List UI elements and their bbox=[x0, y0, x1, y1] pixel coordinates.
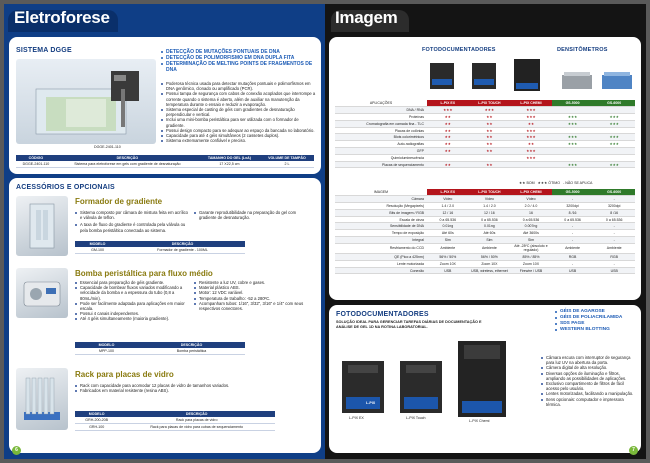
applications-header-row bbox=[335, 100, 635, 107]
fotodoc-description: SOLUÇÃO IDEAL PARA GERENCIAR TAREFAS DIÁRIAS DE DOCUMENTAÇÃO E ANÁLISE DE GEL 1D NA ROTINA LABORATORIAL. bbox=[336, 320, 482, 329]
table-cell: Até 60s bbox=[469, 230, 511, 237]
table-cell: USB bbox=[427, 267, 469, 274]
table-row bbox=[335, 237, 635, 244]
product-header: L-PIX TOUCH bbox=[469, 189, 511, 196]
table-header: MODELO bbox=[75, 411, 118, 417]
dgge-highlights bbox=[161, 49, 316, 73]
feature-item: Sistema especial de casting de géis com gradientes de desnaturação perpendicular e vertical. bbox=[161, 107, 316, 117]
highlight-item: DETERMINAÇÃO DE MELTING POINTS DE FRAGMENTOS DE DNA bbox=[161, 61, 316, 73]
table-cell: ★★ bbox=[469, 127, 511, 134]
feature-item: Inclui uma mini-bomba peristáltica para ser utilizada com o formador de gradiente. bbox=[161, 117, 316, 127]
dgge-panel bbox=[9, 37, 321, 174]
table-cell bbox=[510, 161, 552, 168]
table-header: DESCRIÇÃO bbox=[138, 342, 245, 348]
table-row bbox=[335, 196, 635, 203]
product-header: L-PIX EX bbox=[427, 100, 469, 107]
feature-item: Poderosa técnica usada para detectar mutações pontuais e polimorfismos em DNA genômico, clonado ou amplificado (PCR). bbox=[161, 81, 316, 91]
table-cell: 85% / 85% bbox=[510, 254, 552, 261]
application-label: DNA / RNA bbox=[335, 107, 427, 114]
table-cell: Rack para placas de vidro para cubas de sequenciamento bbox=[118, 424, 275, 431]
fotodoc-heading: FOTODOCUMENTADORES bbox=[336, 311, 429, 318]
gs6000-image bbox=[602, 72, 632, 89]
feature-item: Câmera digital de alta resolução. bbox=[541, 365, 637, 370]
table-row bbox=[75, 424, 275, 431]
app-item: GÉIS DE POLIACRILAMIDA bbox=[555, 315, 639, 321]
table-header: DESCRIÇÃO bbox=[118, 411, 275, 417]
feature-item: Possui tampa de segurança com cabos de conexão acoplados que interrompe a corrente quando o sistema é aberto, além de auxiliar na manutenção da temperatura durante o ensaio e reduzir a evaporação. bbox=[161, 91, 316, 107]
table-cell: Rack para placas de vidro bbox=[118, 417, 275, 424]
table-cell bbox=[552, 107, 594, 114]
table-cell: 16 bbox=[510, 209, 552, 216]
bomba-title: Bomba peristáltica para fluxo médio bbox=[75, 269, 213, 278]
product-header: L-PIX TOUCH bbox=[469, 100, 511, 107]
table-header: CÓDIGO bbox=[16, 155, 56, 161]
table-cell bbox=[552, 148, 594, 155]
lpix-chemi-photo bbox=[458, 341, 506, 417]
app-item: WESTERN BLOTTING bbox=[555, 327, 639, 333]
table-header: VOLUME DE TAMPÃO bbox=[260, 155, 314, 161]
table-cell: ★★★ bbox=[469, 107, 511, 114]
table-cell: ★★ bbox=[469, 141, 511, 148]
table-cell: 0 a 65.536 bbox=[427, 216, 469, 223]
table-cell: Ambiente bbox=[469, 243, 511, 253]
table-cell: 0 a 65.536 bbox=[469, 216, 511, 223]
table-cell: ★★ bbox=[510, 120, 552, 127]
bullet-item: Fabricados em material resistente (resina ABS). bbox=[75, 388, 295, 393]
bomba-bullets-b bbox=[194, 280, 314, 311]
gs5000-image bbox=[562, 72, 592, 89]
table-row bbox=[335, 148, 635, 155]
lpix-chemi-image bbox=[514, 59, 540, 91]
table-row bbox=[335, 203, 635, 210]
dgge-table bbox=[16, 155, 314, 168]
bullet-item: Capacidade de bombear fluxos variados modificando a velocidade da bomba e a espessura do tubo (0,8 a 80mL/min). bbox=[75, 285, 190, 301]
table-row bbox=[335, 267, 635, 274]
table-row bbox=[16, 161, 314, 168]
page-number-left: 6 bbox=[12, 446, 21, 455]
table-cell: 2 L bbox=[260, 161, 314, 168]
table-header: TAMANHO DO GEL (LxA) bbox=[199, 155, 260, 161]
bullet-item: Sistema composto por câmara de mistura feita em acrílico e válvula de teflon. bbox=[75, 210, 190, 220]
table-row bbox=[335, 107, 635, 114]
table-cell: USB, wireless, ethernet bbox=[469, 267, 511, 274]
legend-good: ★★ BOM bbox=[519, 181, 535, 185]
spec-label: Escala de cinza bbox=[335, 216, 427, 223]
spec-label: QE (Pico:a 425nm) bbox=[335, 254, 427, 261]
applications-body bbox=[335, 107, 635, 168]
bullet-item: A taxa de fluxo do gradiente é controlada pela válvula ou pela bomba peristáltica conectada ao sistema. bbox=[75, 222, 190, 232]
table-cell: - bbox=[552, 260, 594, 267]
fotodoc-panel bbox=[329, 305, 641, 453]
table-cell: ★★★ bbox=[593, 114, 635, 121]
table-row bbox=[335, 223, 635, 230]
spec-label: Câmara bbox=[335, 196, 427, 203]
table-cell: ★★★ bbox=[427, 107, 469, 114]
table-cell: GRH-200-20B bbox=[75, 417, 118, 424]
table-cell: ★★ bbox=[427, 141, 469, 148]
photo-caption: L-PIX Touch bbox=[406, 416, 426, 420]
table-cell: - bbox=[593, 230, 635, 237]
feature-item: Lentes motorizadas, facilitando a manipulação. bbox=[541, 391, 637, 396]
formador-table bbox=[75, 241, 245, 254]
rating-legend bbox=[519, 181, 592, 186]
table-cell bbox=[593, 107, 635, 114]
table-cell: 0.007ng bbox=[510, 223, 552, 230]
table-cell: ★★ bbox=[510, 141, 552, 148]
table-cell: Ambiente bbox=[427, 243, 469, 253]
app-item: SDS PAGE bbox=[555, 321, 639, 327]
table-cell: ★★★ bbox=[510, 127, 552, 134]
table-cell: 2.0 / 4.0 bbox=[510, 203, 552, 210]
table-cell: ★★★ bbox=[510, 107, 552, 114]
spec-label: Sensibilidade de DNA bbox=[335, 223, 427, 230]
dgge-features bbox=[161, 81, 316, 143]
table-cell: Firewire / USB bbox=[510, 267, 552, 274]
left-page bbox=[4, 4, 325, 459]
dgge-apparatus-image bbox=[16, 59, 156, 144]
spec-label: Conexão bbox=[335, 267, 427, 274]
table-cell: 12 / 16 bbox=[469, 209, 511, 216]
fotodoc-features bbox=[541, 355, 637, 407]
lpix-touch-photo bbox=[400, 361, 442, 413]
spec-label: Lente motorizada bbox=[335, 260, 427, 267]
applications-label: APLICAÇÕES bbox=[335, 100, 427, 107]
table-cell: ★★★ bbox=[552, 134, 594, 141]
table-header: DESCRIÇÃO bbox=[56, 155, 199, 161]
application-label: Blots colorimétricos bbox=[335, 134, 427, 141]
bullet-item: Até 4 géis simultaneamente (maioria gradiente). bbox=[75, 316, 190, 321]
table-cell: Ambiente bbox=[552, 243, 594, 253]
table-row bbox=[335, 243, 635, 253]
table-cell: ★★★ bbox=[552, 114, 594, 121]
legend-na: - NÃO SE APLICA bbox=[563, 181, 593, 185]
spec-label: Integral bbox=[335, 237, 427, 244]
bullet-item: Motor: 12 VDC variável. bbox=[194, 290, 314, 295]
table-cell: USB bbox=[552, 267, 594, 274]
specs-table bbox=[335, 189, 635, 274]
application-label: Quimioluminescência bbox=[335, 154, 427, 161]
bullet-item: Material plástico ABS. bbox=[194, 285, 314, 290]
applications-table bbox=[335, 100, 635, 168]
table-cell: 56% / 50% bbox=[469, 254, 511, 261]
table-row bbox=[335, 254, 635, 261]
table-cell: MPP-100 bbox=[75, 348, 138, 355]
table-cell: 12 / 16 bbox=[427, 209, 469, 216]
product-header: GS-6000 bbox=[593, 189, 635, 196]
table-cell: ★★ bbox=[427, 120, 469, 127]
table-cell: ★★ bbox=[427, 114, 469, 121]
rack-table bbox=[75, 411, 275, 431]
acessorios-panel bbox=[9, 178, 321, 453]
table-cell: ★★ bbox=[427, 161, 469, 168]
product-header: L-PIX CHEMI bbox=[510, 189, 552, 196]
acessorios-heading: ACESSÓRIOS E OPCIONAIS bbox=[16, 184, 115, 191]
table-cell: Sistema para eletroforese em gels com gradiente de desnaturação bbox=[56, 161, 199, 168]
bomba-photo bbox=[16, 268, 68, 318]
peristaltic-pump-image bbox=[16, 268, 68, 318]
dgge-photo-caption: DGGE-2401-110 bbox=[94, 145, 121, 149]
spec-label: Bits de imagem / RGB bbox=[335, 209, 427, 216]
table-cell: 0 a 65.536 bbox=[552, 216, 594, 223]
fotodoc-photos bbox=[334, 339, 534, 439]
table-cell: Sim bbox=[469, 237, 511, 244]
table-cell: 8 /16 bbox=[552, 209, 594, 216]
product-photos bbox=[422, 57, 637, 97]
table-row bbox=[75, 348, 245, 355]
table-header: MODELO bbox=[75, 241, 120, 247]
table-cell: ★★★ bbox=[593, 120, 635, 127]
product-images bbox=[422, 57, 637, 97]
bullet-item: Garante reprodutibilidade na preparação do gel com gradiente de desnaturação. bbox=[194, 210, 314, 220]
rack-title: Rack para placas de vidro bbox=[75, 370, 174, 379]
table-cell: ★★★ bbox=[552, 141, 594, 148]
table-cell: Até 3600s bbox=[510, 230, 552, 237]
table-cell bbox=[552, 127, 594, 134]
table-cell bbox=[427, 154, 469, 161]
spec-label: Resolução (Megapixels) bbox=[335, 203, 427, 210]
table-cell: ★★★ bbox=[552, 161, 594, 168]
highlight-item: DETECÇÃO DE MUTAÇÕES PONTUAIS DE DNA bbox=[161, 49, 316, 55]
table-cell: Vídeo bbox=[427, 196, 469, 203]
bullet-item: Essencial para preparação de géis gradiente. bbox=[75, 280, 190, 285]
table-row bbox=[335, 230, 635, 237]
table-row bbox=[335, 127, 635, 134]
table-row bbox=[335, 154, 635, 161]
table-cell: ★★★ bbox=[593, 141, 635, 148]
table-cell: Vídeo bbox=[510, 196, 552, 203]
table-cell: 0 a 65.536 bbox=[593, 216, 635, 223]
feature-item: Possui design compacto para se adequar ao espaço da bancada no laboratório. bbox=[161, 128, 316, 133]
table-cell bbox=[469, 154, 511, 161]
table-header: DESCRIÇÃO bbox=[120, 241, 245, 247]
application-label: Auto-radiografias bbox=[335, 141, 427, 148]
bullet-item: Rack com capacidade para acomodar 12 placas de vidro de tamanhos variados. bbox=[75, 383, 295, 388]
table-cell: 1.4 / 2.0 bbox=[469, 203, 511, 210]
table-cell: 1.4 / 2.0 bbox=[427, 203, 469, 210]
fotodoc-label: FOTODOCUMENTADORES bbox=[422, 47, 496, 53]
photo-caption: L-PIX EX bbox=[349, 416, 364, 420]
glass-plate-rack-image bbox=[16, 368, 68, 430]
table-cell: ★★★ bbox=[593, 161, 635, 168]
densitometros-label: DENSITÔMETROS bbox=[557, 47, 608, 53]
product-header: GS-5000 bbox=[552, 189, 594, 196]
table-cell: Zoom 10X bbox=[510, 260, 552, 267]
table-cell: ★★★ bbox=[510, 134, 552, 141]
bomba-bullets-a bbox=[75, 280, 190, 322]
table-cell: 0.01ng bbox=[427, 223, 469, 230]
bomba-table bbox=[75, 342, 245, 355]
table-cell: Vídeo bbox=[469, 196, 511, 203]
application-label: Placas de colônias bbox=[335, 127, 427, 134]
application-label: Cromatografia em camada fina - TLC bbox=[335, 120, 427, 127]
specs-header-row bbox=[335, 189, 635, 196]
table-cell: GRH-100 bbox=[75, 424, 118, 431]
table-cell: Sim bbox=[510, 237, 552, 244]
table-cell: ★★ bbox=[469, 114, 511, 121]
table-cell: - bbox=[552, 230, 594, 237]
formador-photo bbox=[16, 196, 68, 256]
table-cell bbox=[593, 127, 635, 134]
table-row bbox=[335, 114, 635, 121]
table-cell: ★★ bbox=[427, 148, 469, 155]
table-cell: - bbox=[552, 237, 594, 244]
dgge-photo bbox=[16, 59, 156, 144]
feature-item: Exclusivo compartimento de filtros de fácil acesso pelo usuário. bbox=[541, 381, 637, 391]
table-cell: 3200dpi bbox=[552, 203, 594, 210]
table-cell bbox=[552, 154, 594, 161]
bullet-item: Acompanham tubos: 1/16", 3/32", 3/16" e 1/4" com seus respectivos conectores. bbox=[194, 301, 314, 311]
highlight-item: DETECÇÃO DE POLIMORFISMO EM DNA DUPLA FITA bbox=[161, 55, 316, 61]
table-cell: 0 a 65.536 bbox=[510, 216, 552, 223]
right-page bbox=[325, 4, 646, 459]
table-cell: RGB bbox=[552, 254, 594, 261]
dgge-heading: SISTEMA DGGE bbox=[16, 47, 72, 54]
table-cell: ★★★ bbox=[510, 114, 552, 121]
table-cell: ★★ bbox=[469, 134, 511, 141]
feature-item: Câmara escura com interruptor de segurança para luz UV na abertura da porta. bbox=[541, 355, 637, 365]
imagem-label: IMAGEM bbox=[335, 189, 427, 196]
table-cell: 8 /16 bbox=[593, 209, 635, 216]
table-row bbox=[335, 209, 635, 216]
formador-bullets-b bbox=[194, 210, 314, 220]
table-cell: - bbox=[593, 260, 635, 267]
product-header: GS-5000 bbox=[552, 100, 594, 107]
table-row bbox=[335, 120, 635, 127]
table-cell: - bbox=[593, 223, 635, 230]
application-label: GFP bbox=[335, 148, 427, 155]
formador-title: Formador de gradiente bbox=[75, 197, 163, 206]
rack-bullets bbox=[75, 383, 295, 393]
bullet-item: Temperatura de trabalho: -52 a 280ºC. bbox=[194, 296, 314, 301]
table-cell: ★★ bbox=[427, 134, 469, 141]
table-cell: ★★ bbox=[469, 161, 511, 168]
table-cell: Até -28ºC (absoluto e regulado) bbox=[510, 243, 552, 253]
table-cell: ★★★ bbox=[510, 148, 552, 155]
right-header bbox=[325, 4, 646, 32]
application-label: Placas de sequenciamento bbox=[335, 161, 427, 168]
bullet-item: Resistente a luz UV, cobre e gases. bbox=[194, 280, 314, 285]
table-cell: 0.01ng bbox=[469, 223, 511, 230]
table-cell: DGGE-2401-110 bbox=[16, 161, 56, 168]
fotodoc-apps-list bbox=[555, 309, 639, 333]
page-title-imagem: Imagem bbox=[335, 8, 398, 27]
specs-body bbox=[335, 196, 635, 274]
photo-caption: L-PIX Chemi bbox=[469, 419, 490, 423]
table-row bbox=[335, 260, 635, 267]
table-cell: 17 X22,5 cm bbox=[199, 161, 260, 168]
bullet-item: Pode ser facilmente adaptada para aplicações em maior escala. bbox=[75, 301, 190, 311]
product-header: L-PIX EX bbox=[427, 189, 469, 196]
table-cell: ★★ bbox=[469, 120, 511, 127]
feature-item: Capacidade para até 4 géis simultâneos (2 cassetes duplos). bbox=[161, 133, 316, 138]
table-cell: Bomba peristáltica bbox=[138, 348, 245, 355]
table-row bbox=[335, 161, 635, 168]
table-cell: 3200dpi bbox=[593, 203, 635, 210]
table-cell: - bbox=[552, 196, 594, 203]
table-cell: Sim bbox=[427, 237, 469, 244]
formador-bullets-a bbox=[75, 210, 190, 233]
app-item: GÉIS DE AGAROSE bbox=[555, 309, 639, 315]
spec-label: Resfriamento do CCD bbox=[335, 243, 427, 253]
table-header: MODELO bbox=[75, 342, 138, 348]
table-row bbox=[335, 134, 635, 141]
table-cell: 56% / 50% bbox=[427, 254, 469, 261]
product-header: GS-6000 bbox=[593, 100, 635, 107]
legend-great: ★★★ ÓTIMO bbox=[537, 181, 561, 185]
brand-logo: L-PIX bbox=[366, 401, 376, 405]
lpix-ex-photo bbox=[342, 361, 384, 413]
lpix-touch-image bbox=[472, 63, 496, 89]
feature-item: Itens opcionais: computador e impressora térmica. bbox=[541, 397, 637, 407]
page-title-eletroforese: Eletroforese bbox=[14, 8, 110, 27]
table-cell: GM-100 bbox=[75, 247, 120, 254]
table-cell: Zoom 10X bbox=[469, 260, 511, 267]
bullet-item: Possui 4 canais independentes. bbox=[75, 311, 190, 316]
feature-item: Sistema extremamente confiável e preciso. bbox=[161, 138, 316, 143]
table-cell: Até 60s bbox=[427, 230, 469, 237]
table-cell: ★★★ bbox=[510, 154, 552, 161]
table-cell bbox=[593, 154, 635, 161]
table-cell: ★★ bbox=[427, 127, 469, 134]
gradient-former-image bbox=[16, 196, 68, 256]
table-cell: ★★★ bbox=[593, 134, 635, 141]
table-row bbox=[75, 247, 245, 254]
rack-photo bbox=[16, 368, 68, 430]
table-cell: Ambiente bbox=[593, 243, 635, 253]
product-header: L-PIX CHEMI bbox=[510, 100, 552, 107]
application-label: Proteínas bbox=[335, 114, 427, 121]
table-row bbox=[335, 141, 635, 148]
table-cell bbox=[593, 148, 635, 155]
table-cell: Formador de gradiente - 100ML bbox=[120, 247, 245, 254]
table-cell: - bbox=[552, 223, 594, 230]
table-cell: USB bbox=[593, 267, 635, 274]
page-number-right: 7 bbox=[629, 446, 638, 455]
table-cell: ★★★ bbox=[552, 120, 594, 127]
table-cell: - bbox=[593, 196, 635, 203]
table-cell: Zoom 10X bbox=[427, 260, 469, 267]
table-cell: RGB bbox=[593, 254, 635, 261]
left-header bbox=[4, 4, 325, 32]
table-cell: ★★ bbox=[469, 148, 511, 155]
table-row bbox=[335, 216, 635, 223]
comparison-panel bbox=[329, 37, 641, 300]
lpix-ex-image bbox=[430, 63, 454, 89]
feature-item: Diversas opções de iluminação e filtros, ampliando as possibilidades de aplicações. bbox=[541, 371, 637, 381]
spec-label: Tempo de exposição bbox=[335, 230, 427, 237]
table-cell: - bbox=[593, 237, 635, 244]
